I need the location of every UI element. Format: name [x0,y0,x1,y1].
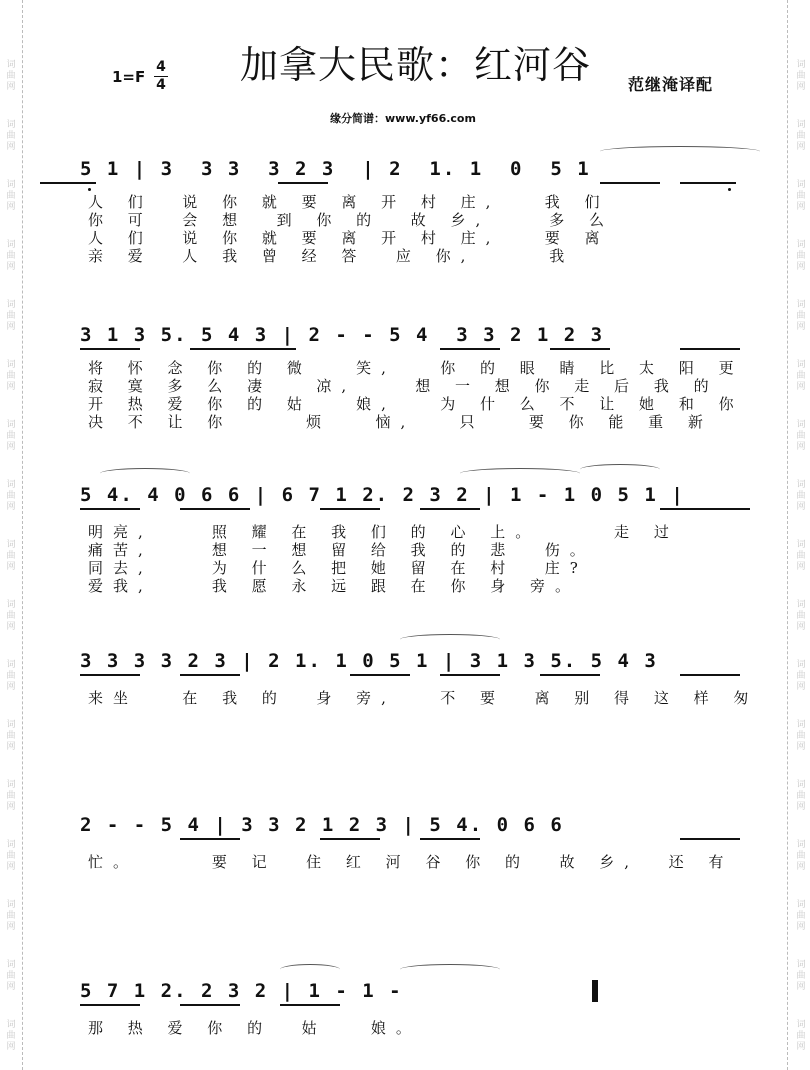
watermark-glyph-stack: 词 曲 网 [6,660,16,692]
beam-underline [600,182,660,184]
notation-line: 5 7 1 2. 2 3 2 | 1 - 1 - [80,980,403,1002]
watermark-glyph-stack: 词 曲 网 [6,180,16,212]
stave-row-5 [40,812,780,892]
beam-underline [540,674,600,676]
watermark-glyph-stack: 词 曲 网 [6,780,16,812]
beam-underline [80,674,140,676]
lyric-line: 决 不 让 你 烦 恼, 只 要 你 能 重 新 [88,413,713,431]
watermark-glyph-stack: 词 曲 网 [796,240,806,272]
beam-underline [440,348,500,350]
beam-underline [660,508,750,510]
beam-underline [250,348,296,350]
notation-line: 3 3 3 3 2 3 | 2 1. 1 0 5 1 | 3 1 3 5. 5 4 3 [80,650,658,672]
watermark-glyph-stack: 词 曲 网 [6,120,16,152]
slur [600,146,760,157]
beam-underline [80,1004,140,1006]
beam-underline [80,508,140,510]
beam-underline [680,674,740,676]
beam-underline [190,348,250,350]
watermark-glyph-stack: 词 曲 网 [6,960,16,992]
watermark-glyph-stack: 词 曲 网 [6,840,16,872]
beam-underline [350,674,410,676]
beam-underline [40,182,96,184]
beam-underline [180,838,240,840]
watermark-glyph-stack: 词 曲 网 [796,900,806,932]
time-signature [154,60,168,93]
beam-underline [278,182,328,184]
watermark-glyph-stack: 词 曲 网 [796,600,806,632]
watermark-glyph-stack: 词 曲 网 [6,240,16,272]
slur [580,464,660,475]
watermark-glyph-stack: 词 曲 网 [796,1020,806,1052]
watermark-glyph-stack: 词 曲 网 [796,720,806,752]
lyric-line: 明亮, 照 耀 在 我 们 的 心 上。 走 过 [88,523,679,541]
watermark-glyph-stack: 词 曲 网 [6,300,16,332]
watermark-glyph-stack: 词 曲 网 [6,900,16,932]
lyric-line: 那 热 爱 你 的 姑 娘。 [88,1019,421,1037]
slur [280,964,340,975]
watermark-glyph-stack: 词 曲 网 [796,480,806,512]
lyric-line: 寂 寞 多 么 凄 凉, 想 一 想 你 走 后 我 的 [88,377,719,395]
octave-dot [88,188,91,191]
watermark-glyph-stack: 词 曲 网 [6,600,16,632]
watermark-glyph-stack: 词 曲 网 [796,660,806,692]
beam-underline [180,1004,240,1006]
beam-underline [320,508,380,510]
stave-row-6 [40,978,780,1048]
stave-row-1 [40,152,780,282]
beam-underline [180,508,250,510]
beam-underline [680,838,740,840]
watermark-glyph-stack: 词 曲 网 [6,480,16,512]
watermark-glyph-stack: 词 曲 网 [6,720,16,752]
lyric-line: 你 可 会 想 到 你 的 故 乡, 多 么 [88,211,615,229]
notation-line: 2 - - 5 4 | 3 3 2 1 2 3 | 5 4. 0 6 6 [80,814,564,836]
song-title: 加拿大民歌：红河谷 [240,43,592,87]
lyric-line: 痛苦, 想 一 想 留 给 我 的 悲 伤。 [88,541,595,559]
lyric-line: 人 们 说 你 就 要 离 开 村 庄, 我 们 [88,193,610,211]
beam-underline [550,348,610,350]
octave-dot [728,188,731,191]
beam-underline [80,348,140,350]
lyric-line: 来坐 在 我 的 身 旁, 不 要 离 别 得 这 样 匆 [88,689,759,707]
watermark-glyph-stack: 词 曲 网 [796,960,806,992]
slur [400,964,500,975]
lyric-line: 爱我, 我 愿 永 远 跟 在 你 身 旁。 [88,577,580,595]
watermark-glyph-stack: 词 曲 网 [796,120,806,152]
watermark-glyph-stack: 词 曲 网 [796,540,806,572]
lyric-line: 开 热 爱 你 的 姑 娘, 为 什 么 不 让 她 和 你 [88,395,744,413]
watermark-glyph-stack: 词 曲 网 [6,1020,16,1052]
beam-underline [420,838,480,840]
watermark-glyph-stack: 词 曲 网 [6,360,16,392]
beam-underline [680,182,736,184]
beam-underline [440,674,500,676]
slur [400,634,500,645]
notation-line: 5 1 | 3 3 3 3 2 3 | 2 1. 1 0 5 1 [80,158,591,180]
lyric-line: 将 怀 念 你 的 微 笑, 你 的 眼 睛 比 太 阳 更 [88,359,744,377]
watermark-glyph-stack: 词 曲 网 [796,840,806,872]
beam-underline [320,838,380,840]
time-signature-top: 4 [156,59,166,75]
lyric-line: 忙。 要 记 住 红 河 谷 你 的 故 乡, 还 有 [88,853,734,871]
watermark-glyph-stack: 词 曲 网 [6,60,16,92]
watermark-glyph-stack: 词 曲 网 [796,420,806,452]
watermark-glyph-stack: 词 曲 网 [796,300,806,332]
stave-row-4 [40,648,780,728]
watermark-glyph-stack: 词 曲 网 [796,360,806,392]
watermark-glyph-stack: 词 曲 网 [6,420,16,452]
watermark-glyph-stack: 词 曲 网 [796,180,806,212]
slur [460,468,580,479]
beam-underline [180,674,240,676]
slur [100,468,190,479]
lyric-line: 人 们 说 你 就 要 离 开 村 庄, 要 离 [88,229,610,247]
watermark-glyph-stack: 词 曲 网 [796,780,806,812]
stave-row-2 [40,318,780,448]
key-signature: 1=F [112,68,146,86]
source-line: 缘分简谱：www.yf66.com [330,112,476,125]
lyric-line: 同去, 为 什 么 把 她 留 在 村 庄? [88,559,588,577]
time-signature-bottom: 4 [156,77,166,93]
lyric-line: 亲 爱 人 我 曾 经 答 应 你, 我 [88,247,575,265]
stave-row-3 [40,478,780,608]
beam-underline [280,1004,340,1006]
watermark-glyph-stack: 词 曲 网 [6,540,16,572]
arranger-credit: 范继淹译配 [628,75,714,94]
beam-underline [680,348,740,350]
notation-line: 3 1 3 5. 5 4 3 | 2 - - 5 4 3 3 2 1 2 3 [80,324,605,346]
watermark-glyph-stack: 词 曲 网 [796,60,806,92]
notation-line: 5 4. 4 0 6 6 | 6 7 1 2. 2 3 2 | 1 - 1 0 5 1 | [80,484,685,506]
beam-underline [420,508,480,510]
final-barline [592,980,598,1002]
